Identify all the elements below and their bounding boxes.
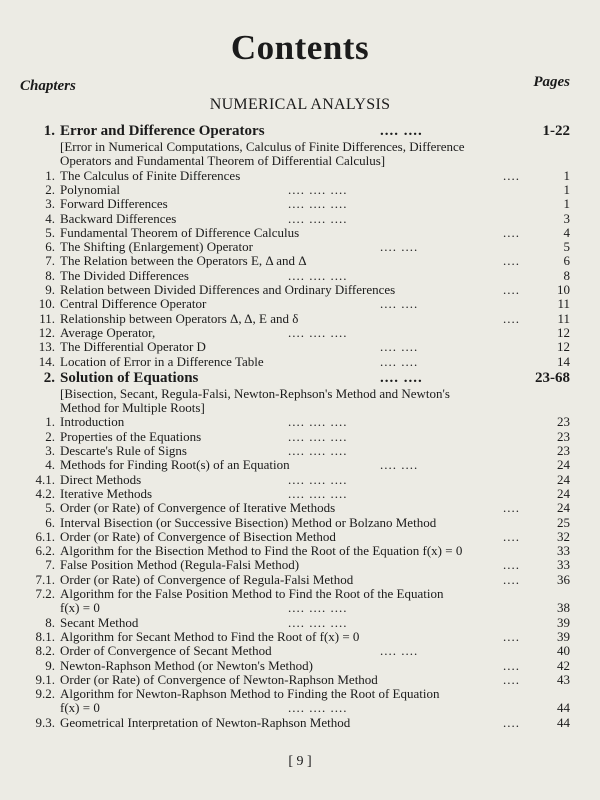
entry-page: 43 xyxy=(557,671,570,687)
toc-entry xyxy=(0,530,600,544)
toc-entry xyxy=(0,473,600,487)
entry-title: The Differential Operator D xyxy=(60,339,206,355)
toc-entry xyxy=(0,240,600,254)
leader-dots: .... .... xyxy=(380,369,423,386)
toc-entry xyxy=(0,254,600,268)
toc-entry xyxy=(0,659,600,673)
entry-title: Newton-Raphson Method (or Newton's Method) xyxy=(60,657,313,673)
leader-dots: .... xyxy=(503,528,520,544)
entry-page: 4 xyxy=(563,224,570,240)
leader-dots: .... .... .... xyxy=(288,700,348,716)
entry-number: 6. xyxy=(45,239,55,255)
entry-page: 44 xyxy=(557,700,570,716)
leader-dots: .... xyxy=(503,657,520,673)
toc-entry xyxy=(0,415,600,429)
entry-title: Order (or Rate) of Convergence of Newton-Raphson Method xyxy=(60,671,378,687)
entry-title: Algorithm for the False Position Method to Find the Root of the Equation xyxy=(60,586,444,601)
entry-number: 8.2. xyxy=(35,643,55,659)
page-title: Contents xyxy=(230,28,370,67)
leader-dots: .... .... xyxy=(380,643,419,659)
leader-dots: .... xyxy=(503,282,520,297)
entry-title: Order (or Rate) of Convergence of Bisection Method xyxy=(60,528,336,544)
toc-entry xyxy=(0,601,600,615)
entry-number: 2. xyxy=(43,369,55,386)
toc-entry xyxy=(0,297,600,311)
entry-page: 39 xyxy=(557,628,570,644)
toc-entry xyxy=(0,587,600,601)
toc-entry xyxy=(0,444,600,458)
entry-title: False Position Method (Regula-Falsi Method) xyxy=(60,557,300,573)
leader-dots: .... .... .... xyxy=(288,471,348,487)
toc-entry xyxy=(0,430,600,444)
section-heading: NUMERICAL ANALYSIS xyxy=(209,96,391,113)
leader-dots: .... xyxy=(503,571,520,587)
entry-title: Order of Convergence of Secant Method xyxy=(60,643,272,659)
leader-dots: .... .... xyxy=(380,296,419,312)
toc-entry xyxy=(0,644,600,658)
entry-title: f(x) = 0 xyxy=(60,600,100,616)
entry-title: Error and Difference Operators xyxy=(60,123,265,139)
entry-number: 6.2. xyxy=(35,543,55,559)
toc-entry xyxy=(0,573,600,587)
toc-entry xyxy=(0,558,600,572)
entry-number: 1. xyxy=(45,414,55,430)
toc-entry xyxy=(0,616,600,630)
entry-title: Solution of Equations xyxy=(60,369,199,386)
entry-number: 4.1. xyxy=(35,471,55,487)
entry-page: 23 xyxy=(557,443,570,458)
entry-number: 7. xyxy=(45,557,55,573)
toc-entry xyxy=(0,544,600,558)
entry-page: 44 xyxy=(557,714,570,730)
leader-dots: .... .... xyxy=(380,353,419,369)
entry-number: 7. xyxy=(45,253,55,269)
entry-page: 1-22 xyxy=(542,123,570,139)
leader-dots: .... xyxy=(503,671,520,687)
toc-entry xyxy=(0,169,600,183)
entry-page: 38 xyxy=(557,600,570,616)
entry-number: 8. xyxy=(45,614,55,630)
page-number: [ 9 ] xyxy=(288,754,312,769)
entry-title: The Shifting (Enlargement) Operator xyxy=(60,239,253,255)
leader-dots: .... .... xyxy=(380,457,419,473)
entry-title: Properties of the Equations xyxy=(60,428,202,444)
leader-dots: .... .... .... xyxy=(288,414,348,430)
toc-entry xyxy=(0,283,600,297)
leader-dots: .... xyxy=(503,253,520,269)
entry-number: 9. xyxy=(45,282,55,297)
entry-page: 1 xyxy=(563,167,570,183)
entry-page: 36 xyxy=(557,571,570,587)
entry-page: 1 xyxy=(563,181,570,197)
entry-number: 12. xyxy=(38,324,55,340)
entry-page: 40 xyxy=(557,643,570,659)
entry-number: 9.2. xyxy=(35,686,55,702)
entry-title: Central Difference Operator xyxy=(60,296,207,312)
entry-page: 32 xyxy=(557,528,570,544)
chapter-entry xyxy=(0,122,600,140)
chapter-description xyxy=(0,140,600,154)
entry-title: Order (or Rate) of Convergence of Regula-Falsi Method xyxy=(60,571,354,587)
entry-page: 14 xyxy=(557,353,570,369)
entry-page: 23 xyxy=(557,414,570,430)
toc-entry xyxy=(0,326,600,340)
toc-entry xyxy=(0,183,600,197)
entry-title: Backward Differences xyxy=(60,210,177,226)
entry-title: Direct Methods xyxy=(60,471,142,487)
toc-entry xyxy=(0,197,600,211)
entry-title: Polynomial xyxy=(60,181,120,197)
entry-title: f(x) = 0 xyxy=(60,700,100,716)
leader-dots: .... xyxy=(503,500,520,516)
entry-title: Algorithm for Newton-Raphson Method to Finding the Root of Equation xyxy=(60,686,440,702)
entry-number: 3. xyxy=(45,443,55,458)
leader-dots: .... .... .... xyxy=(288,267,348,283)
entry-number: 6.1. xyxy=(35,528,55,544)
entry-title: Order (or Rate) of Convergence of Iterative Methods xyxy=(60,500,336,516)
entry-title: Interval Bisection (or Successive Bisection) Method or Bolzano Method xyxy=(60,514,437,530)
entry-page: 24 xyxy=(557,485,570,501)
toc-entry xyxy=(0,630,600,644)
entry-page: 39 xyxy=(557,614,570,630)
leader-dots: .... .... .... xyxy=(288,443,348,458)
entry-page: 24 xyxy=(557,471,570,487)
leader-dots: .... xyxy=(503,557,520,573)
entry-title: Method for Multiple Roots] xyxy=(60,400,205,416)
toc-entry xyxy=(0,458,600,472)
leader-dots: .... xyxy=(503,714,520,730)
entry-page: 33 xyxy=(557,543,570,559)
entry-title: Relation between Divided Differences and Ordinary Differences xyxy=(60,282,396,297)
toc-entry xyxy=(0,687,600,701)
leader-dots: .... xyxy=(503,167,520,183)
entry-page: 42 xyxy=(557,657,570,673)
entry-page: 24 xyxy=(557,457,570,473)
leader-dots: .... xyxy=(503,224,520,240)
chapter-description xyxy=(0,401,600,415)
entry-number: 6. xyxy=(45,514,55,530)
chapter-entry xyxy=(0,369,600,387)
entry-number: 9. xyxy=(45,657,55,673)
entry-title: [Error in Numerical Computations, Calculus of Finite Differences, Difference xyxy=(60,139,465,154)
entry-page: 12 xyxy=(557,339,570,355)
entry-number: 2. xyxy=(45,428,55,444)
entry-number: 5. xyxy=(45,224,55,240)
entry-page: 1 xyxy=(563,196,570,212)
chapter-description xyxy=(0,387,600,401)
toc-entry xyxy=(0,269,600,283)
entry-number: 4. xyxy=(45,457,55,473)
toc-entry xyxy=(0,501,600,515)
toc-entry xyxy=(0,701,600,715)
leader-dots: .... .... xyxy=(380,339,419,355)
entry-page: 12 xyxy=(557,324,570,340)
entry-number: 8.1. xyxy=(35,628,55,644)
chapters-column-label: Chapters xyxy=(20,78,76,94)
toc-entry xyxy=(0,487,600,501)
leader-dots: .... xyxy=(503,628,520,644)
entry-number: 2. xyxy=(45,181,55,197)
entry-title: Location of Error in a Difference Table xyxy=(60,353,264,369)
entry-number: 1. xyxy=(45,167,55,183)
entry-title: [Bisection, Secant, Regula-Falsi, Newton-Rephson's Method and Newton's xyxy=(60,385,450,401)
entry-title: Algorithm for the Bisection Method to Find the Root of the Equation f(x) = 0 xyxy=(60,543,463,559)
toc-entry xyxy=(0,355,600,369)
toc-entry xyxy=(0,516,600,530)
toc-entry xyxy=(0,226,600,240)
leader-dots: .... .... .... xyxy=(288,324,348,340)
entry-title: Introduction xyxy=(60,414,125,430)
entry-title: The Divided Differences xyxy=(60,267,189,283)
entry-title: Forward Differences xyxy=(60,196,168,212)
entry-title: The Calculus of Finite Differences xyxy=(60,167,241,183)
entry-page: 11 xyxy=(557,310,570,326)
entry-title: Methods for Finding Root(s) of an Equation xyxy=(60,457,290,473)
entry-title: Fundamental Theorem of Difference Calculus xyxy=(60,224,300,240)
entry-title: Algorithm for Secant Method to Find the Root of f(x) = 0 xyxy=(60,628,360,644)
entry-number: 13. xyxy=(38,339,55,355)
entry-number: 3. xyxy=(45,196,55,212)
leader-dots: .... .... .... xyxy=(288,600,348,616)
entry-number: 14. xyxy=(38,353,55,369)
entry-page: 23 xyxy=(557,428,570,444)
pages-column-label: Pages xyxy=(533,74,570,90)
toc-entry xyxy=(0,340,600,354)
leader-dots: .... .... .... xyxy=(288,210,348,226)
toc-entry xyxy=(0,312,600,326)
entry-page: 6 xyxy=(563,253,570,269)
entry-page: 8 xyxy=(563,267,570,283)
entry-number: 11. xyxy=(39,310,55,326)
entry-number: 4. xyxy=(45,210,55,226)
chapter-description xyxy=(0,154,600,168)
toc-entry xyxy=(0,212,600,226)
entry-title: Average Operator, xyxy=(60,324,156,340)
entry-page: 3 xyxy=(563,210,570,226)
leader-dots: .... .... xyxy=(380,123,423,139)
entry-number: 7.2. xyxy=(35,586,55,601)
leader-dots: .... .... .... xyxy=(288,181,348,197)
entry-page: 10 xyxy=(557,282,570,297)
entry-title: Geometrical Interpretation of Newton-Raphson Method xyxy=(60,714,351,730)
entry-page: 33 xyxy=(557,557,570,573)
entry-title: Iterative Methods xyxy=(60,485,153,501)
entry-number: 7.1. xyxy=(35,571,55,587)
entry-number: 4.2. xyxy=(35,485,55,501)
entry-title: Operators and Fundamental Theorem of Differential Calculus] xyxy=(60,153,386,169)
entry-page: 11 xyxy=(557,296,570,312)
leader-dots: .... .... .... xyxy=(288,196,348,212)
leader-dots: .... .... .... xyxy=(288,485,348,501)
entry-number: 5. xyxy=(45,500,55,516)
toc-entry xyxy=(0,673,600,687)
entry-title: Relationship between Operators Δ, Δ, E and δ xyxy=(60,310,299,326)
entry-title: The Relation between the Operators E, Δ and Δ xyxy=(60,253,307,269)
entry-page: 5 xyxy=(563,239,570,255)
entry-page: 25 xyxy=(557,514,570,530)
leader-dots: .... xyxy=(503,310,520,326)
entry-number: 10. xyxy=(38,296,55,312)
entry-number: 9.1. xyxy=(35,671,55,687)
leader-dots: .... .... xyxy=(380,239,419,255)
leader-dots: .... .... .... xyxy=(288,614,348,630)
entry-number: 8. xyxy=(45,267,55,283)
entry-number: 9.3. xyxy=(35,714,55,730)
entry-title: Secant Method xyxy=(60,614,139,630)
entry-title: Descarte's Rule of Signs xyxy=(60,443,187,458)
entry-page: 23-68 xyxy=(535,369,570,386)
entry-page: 24 xyxy=(557,500,570,516)
leader-dots: .... .... .... xyxy=(288,428,348,444)
entry-number: 1. xyxy=(43,123,55,139)
toc-entry xyxy=(0,716,600,730)
